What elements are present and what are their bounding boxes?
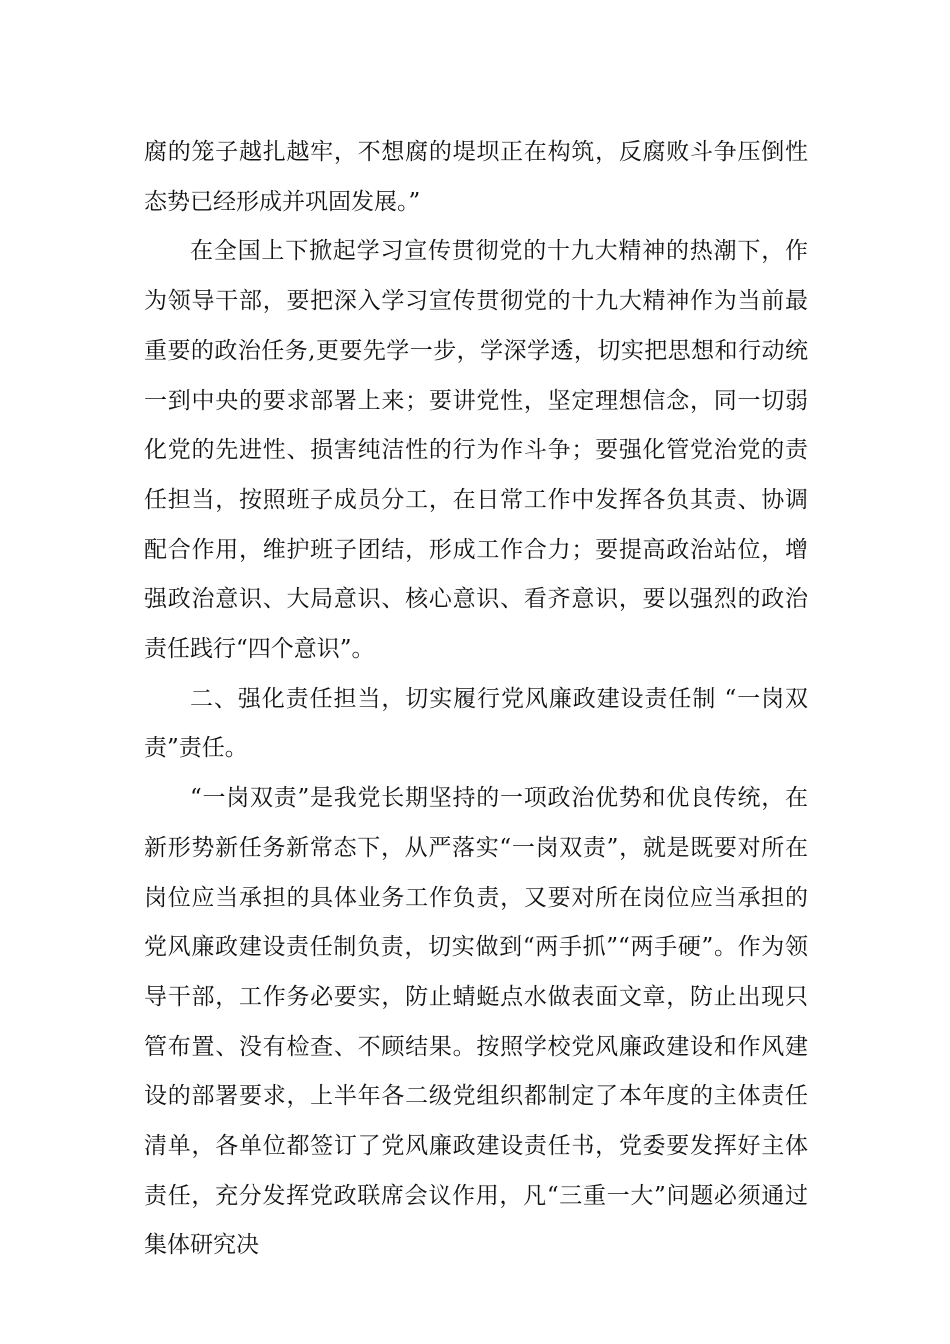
- section-heading-two: 二、强化责任担当，切实履行党风廉政建设责任制 “一岗双责”责任。: [144, 685, 808, 762]
- paragraph-one-post-two-duties: “一岗双责”是我党长期坚持的一项政治优势和优良传统，在新形势新任务新常态下，从严落实“一岗双责”，就是既要对所在岗位应当承担的具体业务工作负责，又要对所在岗位应当承担的党风廉政建设责任制负责，切实做到“两手抓”“两手硬”。作为领导干部，工作务必要实，防止蜻蜓点水做表面文章，防止出现只管布置、没有检查、不顾结果。按照学校党风廉政建设和作风建设的部署要求，上半年各二级党组织都制定了本年度的主体责任清单，各单位都签订了党风廉政建设责任书，党委要发挥好主体责任，充分发挥党政联席会议作用，凡“三重一大”问题必须通过集体研究决: [144, 785, 808, 1259]
- paragraph-study-spirit: 在全国上下掀起学习宣传贯彻党的十九大精神的热潮下，作为领导干部，要把深入学习宣传贯彻党的十九大精神作为当前最重要的政治任务,更要先学一步，学深学透，切实把思想和行动统一到中央的要求部署上来；要讲党性，坚定理想信念，同一切弱化党的先进性、损害纯洁性的行为作斗争；要强化管党治党的责任担当，按照班子成员分工，在日常工作中发挥各负其责、协调配合作用，维护班子团结，形成工作合力；要提高政治站位，增强政治意识、大局意识、核心意识、看齐意识，要以强烈的政治责任践行“四个意识”。: [144, 238, 808, 663]
- document-body: [144, 128, 808, 1271]
- paragraph-continuation: 腐的笼子越扎越牢，不想腐的堤坝正在构筑，反腐败斗争压倒性态势已经形成并巩固发展。”: [144, 139, 808, 215]
